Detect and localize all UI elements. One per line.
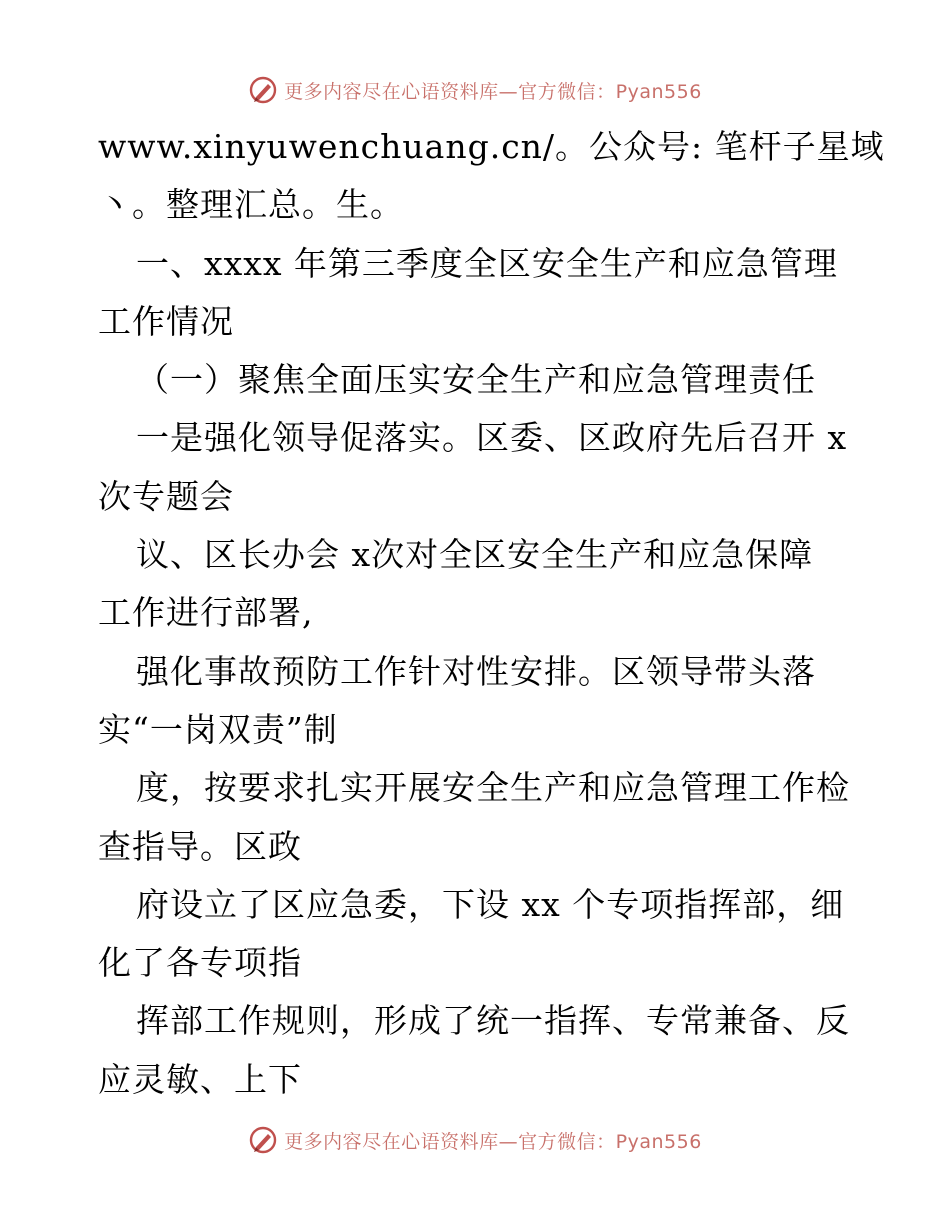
footer-banner xyxy=(0,1120,950,1160)
text-line: 强化事故预防工作针对性安排。区领导带头落 xyxy=(136,651,816,691)
text-line: 府设立了区应急委，下设 xx 个专项指挥部，细 xyxy=(136,884,845,924)
text-line: 一是强化领导促落实。区委、区政府先后召开 x xyxy=(136,418,848,458)
pen-logo-icon xyxy=(248,1125,278,1155)
text-line: 实“一岗双责”制 xyxy=(98,709,338,749)
text-line: 度，按要求扎实开展安全生产和应急管理工作检 xyxy=(136,768,850,808)
header-banner xyxy=(0,70,950,110)
section-heading: 一、xxxx 年第三季度全区安全生产和应急管理 xyxy=(136,243,838,283)
subsection-heading: （一）聚焦全面压实安全生产和应急管理责任 xyxy=(136,360,816,400)
text-line: 应灵敏、上下 xyxy=(98,1059,302,1099)
footer-banner-text: 更多内容尽在心语资料库—官方微信：Pyan556 xyxy=(284,1130,702,1153)
text-line: 化了各专项指 xyxy=(98,943,302,983)
wechat-id: Pyan556 xyxy=(615,1130,702,1153)
text-line: www.xinyuwenchuang.cn/。公众号: 笔杆子星域 xyxy=(98,127,885,166)
text-line: 丶。整理汇总。生。 xyxy=(98,185,404,225)
wechat-id: Pyan556 xyxy=(615,80,702,103)
header-banner-text: 更多内容尽在心语资料库—官方微信：Pyan556 xyxy=(284,80,702,103)
text-line: 次专题会 xyxy=(98,476,234,516)
pen-logo-icon xyxy=(248,75,278,105)
text-line: 查指导。区政 xyxy=(98,826,302,866)
text-line: 挥部工作规则，形成了统一指挥、专常兼备、反 xyxy=(136,1001,850,1041)
text-line: 工作进行部署, xyxy=(98,593,314,633)
text-line: 议、区长办会 x次对全区安全生产和应急保障 xyxy=(136,535,814,575)
text-line: 工作情况 xyxy=(98,301,234,341)
document-body xyxy=(98,118,885,1109)
